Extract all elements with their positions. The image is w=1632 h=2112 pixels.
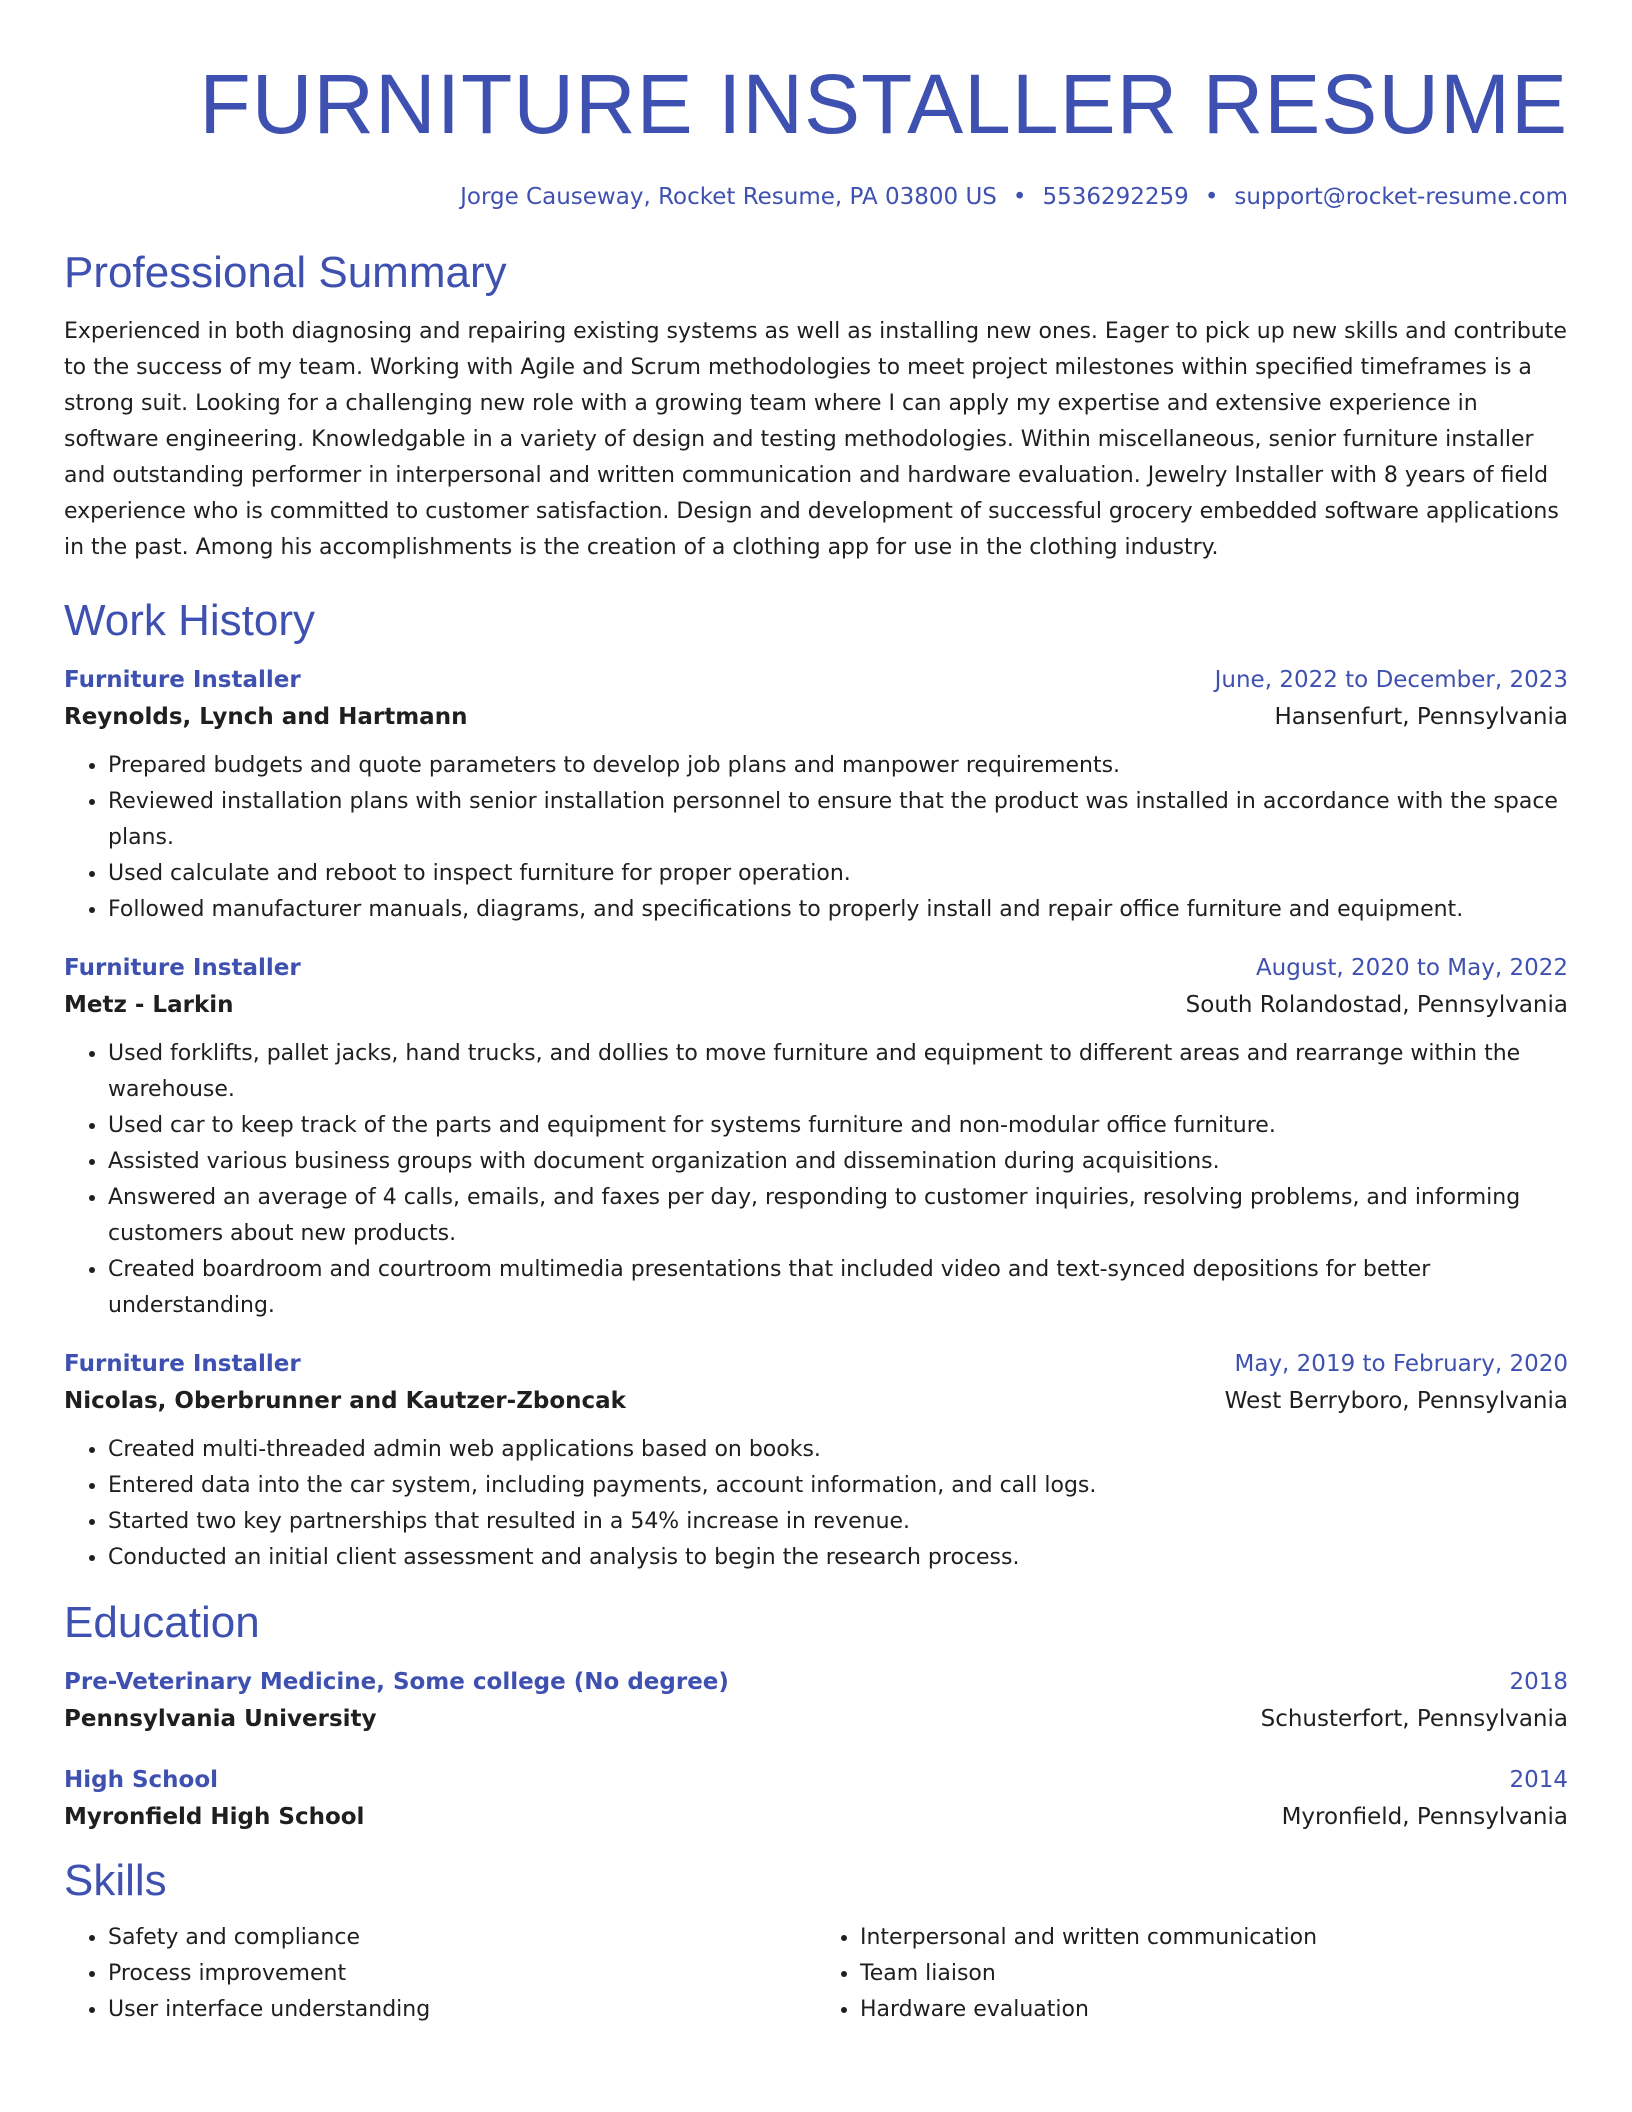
job-header	[64, 662, 1568, 698]
education-year: 2014	[1509, 1767, 1568, 1793]
job-subheader	[64, 1382, 1568, 1420]
job-bullet: • Prepared budgets and quote parameters to develop job plans and manpower requirements.	[108, 748, 1568, 784]
job-company: Nicolas, Oberbrunner and Kautzer-Zboncak	[64, 1388, 626, 1414]
summary-heading: Professional Summary	[64, 248, 507, 297]
contact-separator: •	[1012, 184, 1027, 210]
resume-title: FURNITURE INSTALLER RESUME	[199, 57, 1568, 151]
job-entry	[64, 662, 1568, 928]
job-bullet: • Followed manufacturer manuals, diagrams, and specifications to properly install and repair office furniture and equipment.	[108, 892, 1568, 928]
education-section	[64, 1596, 1568, 1836]
contact-email: support@rocket-resume.com	[1234, 184, 1568, 210]
summary-text: Experienced in both diagnosing and repairing existing systems as well as installing new ones. Eager to pick up new skills and contribute to the success of my team. Working with Agile and Scrum methodologies to meet project milestones within specified timeframes is a strong suit. Looking for a challenging new role with a growing team where I can apply my expertise and extensive experience in software engineering. Knowledgable in a variety of design and testing methodologies. Within miscellaneous, senior furniture installer and outstanding performer in interpersonal and written communication and hardware evaluation. Jewelry Installer with 8 years of field experience who is committed to customer satisfaction. Design and development of successful grocery embedded software applications in the past. Among his accomplishments is the creation of a clothing app for use in the clothing industry.	[64, 319, 1567, 560]
work-section	[64, 594, 1568, 1576]
job-bullet: • Created boardroom and courtroom multimedia presentations that included video and text-synced depositions for better understanding.	[108, 1252, 1568, 1324]
education-degree: High School	[64, 1767, 219, 1793]
education-location: Myronfield, Pennsylvania	[1281, 1804, 1568, 1830]
job-role: Furniture Installer	[64, 955, 301, 981]
job-bullet: • Started two key partnerships that resulted in a 54% increase in revenue.	[108, 1504, 1568, 1540]
job-subheader	[64, 986, 1568, 1024]
job-company: Metz - Larkin	[64, 992, 234, 1018]
education-heading: Education	[64, 1598, 260, 1647]
education-year: 2018	[1509, 1669, 1568, 1695]
skill-item: • Safety and compliance	[108, 1920, 816, 1956]
skills-heading: Skills	[64, 1856, 167, 1905]
summary-section	[64, 246, 1568, 566]
skill-item: • Interpersonal and written communication	[860, 1920, 1568, 1956]
job-bullet: • Entered data into the car system, including payments, account information, and call logs.	[108, 1468, 1568, 1504]
skill-item: • Team liaison	[860, 1956, 1568, 1992]
job-role: Furniture Installer	[64, 667, 301, 693]
education-subheader	[64, 1798, 1568, 1836]
skills-list-right	[816, 1920, 1568, 2028]
job-bullet: • Assisted various business groups with document organization and dissemination during acquisitions.	[108, 1144, 1568, 1180]
job-bullets	[64, 748, 1568, 928]
education-school: Myronfield High School	[64, 1804, 365, 1830]
skills-columns	[64, 1920, 1568, 2028]
job-bullets	[64, 1432, 1568, 1576]
skill-item: • User interface understanding	[108, 1992, 816, 2028]
job-location: Hansenfurt, Pennsylvania	[1274, 704, 1568, 730]
job-bullet: • Reviewed installation plans with senior installation personnel to ensure that the product was installed in accordance with the space plans.	[108, 784, 1568, 856]
job-bullet: • Conducted an initial client assessment and analysis to begin the research process.	[108, 1540, 1568, 1576]
job-dates: June, 2022 to December, 2023	[1214, 667, 1568, 693]
job-entry	[64, 950, 1568, 1324]
job-dates: May, 2019 to February, 2020	[1234, 1351, 1568, 1377]
education-header	[64, 1762, 1568, 1798]
job-bullet: • Used car to keep track of the parts and equipment for systems furniture and non-modular office furniture.	[108, 1108, 1568, 1144]
skill-item: • Process improvement	[108, 1956, 816, 1992]
contact-separator: •	[1204, 184, 1219, 210]
education-location: Schusterfort, Pennsylvania	[1260, 1706, 1568, 1732]
job-role: Furniture Installer	[64, 1351, 301, 1377]
education-degree: Pre-Veterinary Medicine, Some college (No degree)	[64, 1669, 729, 1695]
skills-list-left	[64, 1920, 816, 2028]
job-entry	[64, 1346, 1568, 1576]
education-header	[64, 1664, 1568, 1700]
job-location: West Berryboro, Pennsylvania	[1224, 1388, 1568, 1414]
contact-address: Jorge Causeway, Rocket Resume, PA 03800 US	[460, 184, 997, 210]
education-entry	[64, 1762, 1568, 1836]
job-company: Reynolds, Lynch and Hartmann	[64, 704, 468, 730]
skills-section	[64, 1854, 1568, 2028]
education-subheader	[64, 1700, 1568, 1738]
job-bullets	[64, 1036, 1568, 1324]
job-location: South Rolandostad, Pennsylvania	[1185, 992, 1568, 1018]
job-bullet: • Used calculate and reboot to inspect furniture for proper operation.	[108, 856, 1568, 892]
job-subheader	[64, 698, 1568, 736]
job-header	[64, 950, 1568, 986]
job-bullet: • Used forklifts, pallet jacks, hand trucks, and dollies to move furniture and equipment to different areas and rearrange within the warehouse.	[108, 1036, 1568, 1108]
job-header	[64, 1346, 1568, 1382]
education-school: Pennsylvania University	[64, 1706, 377, 1732]
job-bullet: • Created multi-threaded admin web applications based on books.	[108, 1432, 1568, 1468]
work-heading: Work History	[64, 596, 315, 645]
skill-item: • Hardware evaluation	[860, 1992, 1568, 2028]
job-bullet: • Answered an average of 4 calls, emails, and faxes per day, responding to customer inquiries, resolving problems, and informing customers about new products.	[108, 1180, 1568, 1252]
contact-line	[64, 182, 1568, 212]
education-entry	[64, 1664, 1568, 1738]
job-dates: August, 2020 to May, 2022	[1255, 955, 1568, 981]
contact-phone: 5536292259	[1042, 184, 1189, 210]
